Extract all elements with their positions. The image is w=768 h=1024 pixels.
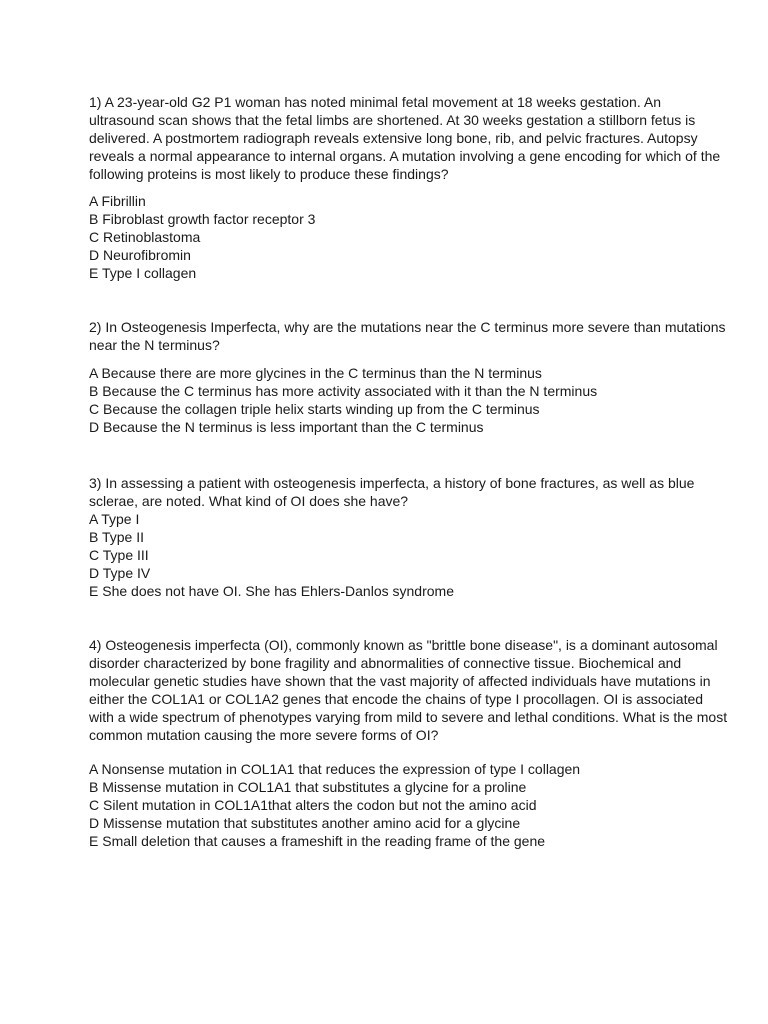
answer-option: B Type II (89, 529, 144, 545)
question-stem: 1) A 23-year-old G2 P1 woman has noted minimal fetal movement at 18 weeks gestation. An ultrasound scan shows that the fetal limbs are shortened. At 30 weeks gestation a stillborn fetus is delivered. A postmortem radiograph reveals extensive long bone, rib, and pelvic fractures. Autopsy reveals a normal appearance to internal organs. A mutation involving a gene encoding for which of the following proteins is most likely to produce these findings? (89, 94, 721, 182)
answer-option: C Retinoblastoma (89, 229, 201, 245)
answer-options (89, 510, 729, 600)
answer-option: E Small deletion that causes a frameshift in the reading frame of the gene (89, 833, 546, 849)
spacer (89, 436, 729, 474)
answer-option: D Because the N terminus is less important than the C terminus (89, 419, 484, 435)
answer-option: E She does not have OI. She has Ehlers-Danlos syndrome (89, 583, 454, 599)
question-3 (89, 474, 729, 600)
answer-option: A Nonsense mutation in COL1A1 that reduces the expression of type I collagen (89, 761, 581, 777)
answer-option: A Fibrillin (89, 193, 146, 209)
answer-option: D Type IV (89, 565, 151, 581)
spacer (89, 282, 729, 318)
answer-option: B Fibroblast growth factor receptor 3 (89, 211, 316, 227)
answer-options (89, 192, 729, 282)
spacer (89, 744, 729, 760)
spacer (89, 600, 729, 636)
question-4 (89, 636, 729, 850)
question-stem: 2) In Osteogenesis Imperfecta, why are the mutations near the C terminus more severe than mutations near the N terminus? (89, 319, 726, 353)
answer-option: C Type III (89, 547, 149, 563)
question-stem: 4) Osteogenesis imperfecta (OI), commonly known as "brittle bone disease", is a dominant autosomal disorder characterized by bone fragility and abnormalities of connective tissue. Biochemical and molecular genetic studies have shown that the vast majority of affected individuals have mutations in either the COL1A1 or COL1A2 genes that encode the chains of type I procollagen. OI is associated with a wide spectrum of phenotypes varying from mild to severe and lethal conditions. What is the most common mutation causing the more severe forms of OI? (89, 637, 728, 743)
answer-option: E Type I collagen (89, 265, 197, 281)
question-stem: 3) In assessing a patient with osteogenesis imperfecta, a history of bone fractures, as well as blue sclerae, are noted. What kind of OI does she have? (89, 475, 695, 509)
answer-option: D Neurofibromin (89, 247, 191, 263)
answer-option: C Silent mutation in COL1A1that alters the codon but not the amino acid (89, 797, 537, 813)
question-1 (89, 93, 729, 282)
answer-option: A Type I (89, 511, 140, 527)
answer-option: B Missense mutation in COL1A1 that substitutes a glycine for a proline (89, 779, 527, 795)
document-page (89, 93, 729, 850)
question-2 (89, 318, 729, 436)
answer-option: C Because the collagen triple helix starts winding up from the C terminus (89, 401, 540, 417)
answer-option: B Because the C terminus has more activity associated with it than the N terminus (89, 383, 598, 399)
answer-options (89, 364, 729, 436)
answer-option: D Missense mutation that substitutes another amino acid for a glycine (89, 815, 521, 831)
answer-options (89, 760, 729, 850)
answer-option: A Because there are more glycines in the C terminus than the N terminus (89, 365, 542, 381)
